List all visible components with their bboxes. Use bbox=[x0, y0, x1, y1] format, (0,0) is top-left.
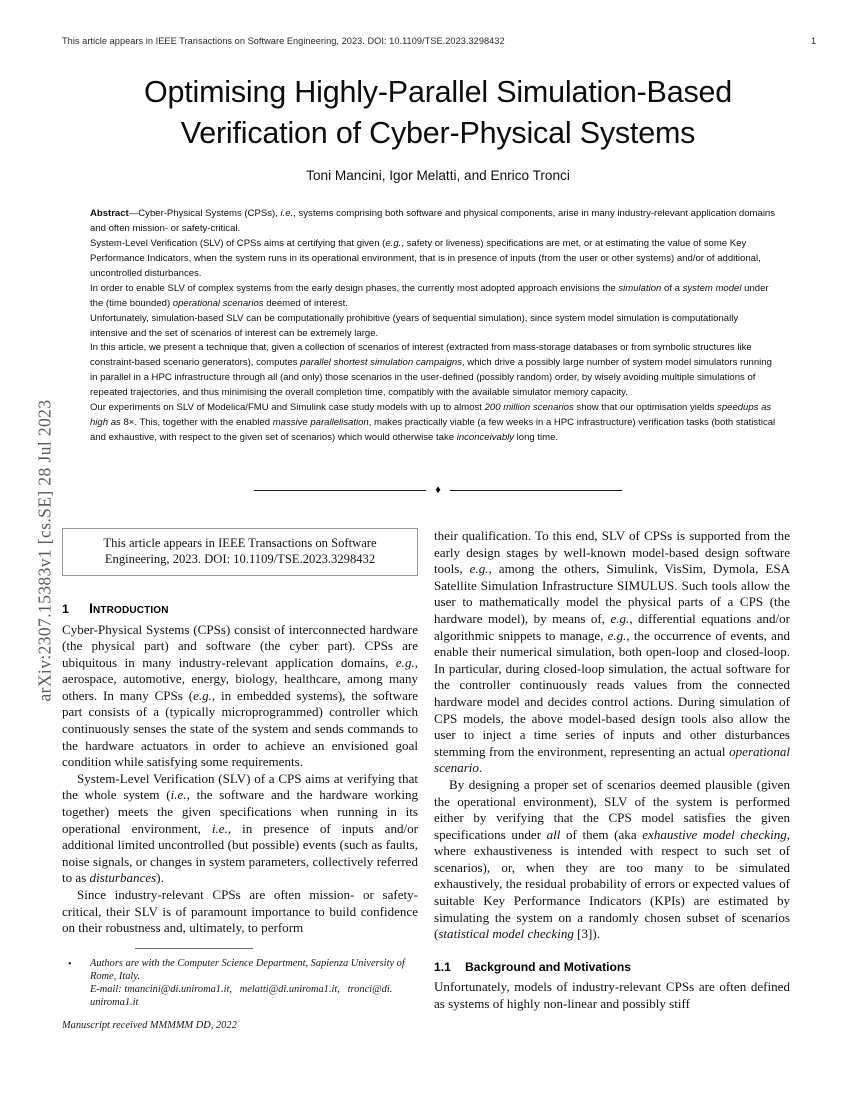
left-paragraph-2 bbox=[62, 771, 418, 887]
abstract-text: In order to enable SLV of complex systems from the early design phases, the currently most adopted approach envisions the bbox=[90, 282, 619, 294]
italic-statistical-model-checking: statistical model checking bbox=[438, 926, 574, 942]
body-text: [3]). bbox=[573, 926, 600, 942]
notice-line-2: Engineering, 2023. DOI: 10.1109/TSE.2023.3298432 bbox=[104, 552, 376, 567]
left-paragraph-1 bbox=[62, 622, 418, 771]
italic-eg: e.g. bbox=[193, 687, 212, 703]
abstract bbox=[90, 207, 776, 446]
right-paragraph-2 bbox=[434, 777, 790, 943]
body-text: , aerospace, automotive, energy, biology, healthcare, among many others. In many CPSs ( bbox=[62, 654, 418, 703]
italic-eg: e.g. bbox=[610, 610, 630, 626]
running-head bbox=[62, 36, 818, 46]
italic-eg: e.g. bbox=[469, 561, 489, 577]
abstract-text: Cyber-Physical Systems (CPSs), bbox=[138, 208, 281, 219]
body-text: of them (aka bbox=[560, 826, 643, 842]
abstract-text: In this article, we present a technique that, given a collection of scenarios of interest (extracted from mass-storage databases or from symbolic structures like constraint-based scenario generators), computes bbox=[90, 342, 752, 369]
abstract-italic-eg: e.g. bbox=[385, 237, 402, 249]
body-text: their qualification. To this end, SLV of CPSs is supported from the early design stages by well-known model-based design software tools, bbox=[434, 528, 790, 577]
email-addresses: tmancini@di.uniroma1.it, melatti@di.uniroma1.it, tronci@di. uniroma1.it bbox=[90, 983, 395, 1008]
page-title bbox=[88, 72, 788, 153]
abstract-italic-ie: i.e. bbox=[280, 208, 294, 219]
footnote-affiliation: Authors are with the Computer Science Department, Sapienza University of Rome, Italy. bbox=[90, 958, 408, 982]
body-text: ). bbox=[156, 870, 164, 886]
abstract-italic-system-model: system model bbox=[682, 282, 742, 294]
abstract-paragraph-6 bbox=[90, 401, 776, 446]
abstract-paragraph-3 bbox=[90, 282, 776, 312]
abstract-italic-operational-scenarios: operational scenarios bbox=[172, 297, 264, 309]
body-text: , in embedded systems), the software part consists of a (typically microprogrammed) controller which continuously senses the state of the system and sends commands to the hardware actuators in order to achieve an envisioned goal condition while satisfying some requirements. bbox=[62, 687, 418, 770]
footnote-email-line bbox=[90, 984, 418, 1010]
abstract-italic-scenarios-count: 200 million scenarios bbox=[484, 402, 574, 414]
abstract-paragraph-4: Unfortunately, simulation-based SLV can be computationally prohibitive (years of sequential simulation), since system model simulation is computationally intensive and the set of scenarios of interest can be extremely large. bbox=[90, 312, 739, 339]
abstract-italic-simulation: simulation bbox=[618, 282, 662, 294]
abstract-italic-campaigns: parallel shortest simulation campaigns bbox=[300, 357, 462, 369]
abstract-text: , makes practically viable (a few weeks in a HPC infrastructure) verification tasks (both statistical and exhaustive, with respect to the given set of scenarios) which would otherwise take bbox=[90, 417, 776, 444]
italic-disturbances: disturbances bbox=[89, 870, 157, 886]
abstract-text: , safety or liveness) specifications are met, or at estimating the value of some Key Performance Indicators, when the system runs in its operational environment, that is in presence of inputs (from the user or other systems) and/or of additional, uncontrolled disturbances. bbox=[90, 237, 761, 279]
abstract-label: Abstract bbox=[90, 208, 129, 219]
italic-exhaustive-model-checking: exhaustive model checking bbox=[642, 826, 787, 842]
footnote-area bbox=[62, 948, 418, 1033]
email-label: E-mail: bbox=[90, 983, 122, 995]
body-text: , the software and the hardware working together) meets the given specifications when running in its operational environment, bbox=[62, 787, 418, 836]
abstract-italic-speedups: speedups as high as bbox=[90, 402, 772, 429]
body-text: , where exhaustiveness is intended with respect to such set of scenarios), or, when they are too many to be simulated exhaustively, the residual probability of errors or expected values of suitable Key Performance Indicators (KPIs) are estimated by simulating the system on a randomly chosen subset of scenarios ( bbox=[434, 826, 791, 942]
abstract-text: show that our optimisation yields bbox=[573, 402, 718, 414]
notice-line-1: This article appears in IEEE Transactions on Software bbox=[103, 536, 377, 550]
body-text: , differential equations and/or algorithmic snippets to manage, bbox=[434, 610, 790, 643]
body-text: By designing a proper set of scenarios deemed plausible (given the operational environment), SLV of the system is performed either by verifying that the CPS model satisfies the given specifications under bbox=[434, 776, 790, 842]
body-text: , among the others, Simulink, VisSim, Dymola, ESA Satellite Simulation Infrastructure SIMULUS. Such tools allow the user to mathematically model the physical parts of a CPS (the hardware model), by means of, bbox=[434, 561, 790, 626]
subsection-number: 1.1 bbox=[434, 959, 451, 974]
body-text: System-Level Verification (SLV) of a CPS aims at verifying that the whole system ( bbox=[62, 770, 418, 803]
page-number: 1 bbox=[810, 36, 816, 46]
title-line-1: Optimising Highly-Parallel Simulation-Based bbox=[143, 75, 733, 109]
abstract-paragraph-5 bbox=[90, 341, 776, 401]
abstract-text: Our experiments on SLV of Modelica/FMU and Simulink case study models with up to almost bbox=[90, 402, 485, 414]
italic-all: all bbox=[546, 826, 561, 842]
right-column bbox=[434, 528, 790, 1012]
section-divider-ornament bbox=[254, 485, 622, 496]
body-text: , in presence of inputs and/or additional limited uncontrolled (but possible) events (such as faults, noise signals, or changes in system parameters, collectively referred to as bbox=[62, 820, 418, 886]
italic-eg: e.g. bbox=[395, 654, 415, 670]
body-text: . bbox=[478, 760, 483, 776]
bullet-icon: • bbox=[68, 959, 72, 970]
publication-notice-box bbox=[62, 528, 418, 576]
section-heading-introduction bbox=[62, 600, 418, 618]
italic-operational-scenario: operational scenario bbox=[434, 743, 790, 776]
abstract-text: of a bbox=[661, 282, 683, 294]
italic-ie: i.e. bbox=[170, 787, 187, 803]
right-paragraph-3: Unfortunately, models of industry-relevant CPSs are often defined as systems of highly non-linear and possibly stiff bbox=[434, 979, 790, 1011]
abstract-text: , which drive a possibly large number of system model simulators running in parallel in a HPC infrastructure through all (and only) those scenarios in the user-defined (possibly random) order, by wisely avoiding multiple simulations of repeated trajectories, and thus minimising the overall completion time, compatibly with the available simulator memory capacity. bbox=[90, 357, 772, 399]
author-list: Toni Mancini, Igor Melatti, and Enrico Tronci bbox=[306, 168, 570, 183]
footnote-separator-rule bbox=[135, 948, 253, 949]
paper-page bbox=[58, 0, 818, 1100]
body-text: Cyber-Physical Systems (CPSs) consist of interconnected hardware (the physical part) and software (the cyber part). CPSs are ubiquitous in many industry-relevant application domains, bbox=[62, 621, 418, 670]
section-title: Introduction bbox=[89, 599, 169, 616]
diamond-icon: ♦ bbox=[435, 484, 441, 496]
subsection-heading-background bbox=[434, 960, 790, 975]
italic-ie: i.e. bbox=[211, 820, 228, 836]
arxiv-identifier-stamp: arXiv:2307.15383v1 [cs.SE] 28 Jul 2023 bbox=[34, 399, 55, 702]
abstract-italic-inconceivably: inconceivably bbox=[456, 432, 515, 444]
left-paragraph-3: Since industry-relevant CPSs are often mission- or safety-critical, their SLV is of paramount importance to build confidence on their robustness and, ultimately, to perform bbox=[62, 887, 418, 936]
abstract-italic-parallelisation: massive parallelisation bbox=[272, 417, 369, 429]
divider-rule-right bbox=[450, 490, 622, 491]
abstract-text: long time. bbox=[514, 432, 559, 444]
abstract-paragraph-2 bbox=[90, 237, 776, 282]
footnote-authors bbox=[62, 958, 418, 1009]
section-number: 1 bbox=[62, 601, 69, 616]
abstract-dash: — bbox=[128, 208, 139, 219]
right-paragraph-1 bbox=[434, 528, 790, 777]
title-line-2: Verification of Cyber-Physical Systems bbox=[180, 115, 696, 150]
running-head-citation: This article appears in IEEE Transactions on Software Engineering, 2023. DOI: 10.1109/TSE.2023.3298432 bbox=[62, 36, 505, 46]
abstract-text: 8×. This, together with the enabled bbox=[120, 417, 273, 429]
abstract-text: System-Level Verification (SLV) of CPSs aims at certifying that given ( bbox=[90, 237, 386, 249]
italic-eg: e.g. bbox=[607, 627, 627, 643]
manuscript-received-note: Manuscript received MMMMM DD, 2022 bbox=[62, 1020, 237, 1032]
left-column bbox=[62, 528, 418, 937]
body-text: , the occurrence of events, and enable their numerical simulation, both open-loop and closed-loop. In particular, during closed-loop simulation, the actual software for the controller continuously reads values from the connected hardware model and decides control actions. During simulation of CPS models, the above model-based design tools also allow the user to inject a time series of inputs and other disturbances stemming from the environment, representing an actual bbox=[434, 627, 790, 759]
divider-rule-left bbox=[254, 490, 426, 491]
abstract-text: , systems comprising both software and physical components, arise in many industry-relevant application domains and often mission- or safety-critical. bbox=[90, 208, 776, 234]
subsection-title: Background and Motivations bbox=[465, 959, 631, 974]
abstract-paragraph-1 bbox=[90, 207, 776, 237]
abstract-text: deemed of interest. bbox=[263, 297, 348, 309]
abstract-text: under the (time bounded) bbox=[90, 282, 769, 309]
footnote-body bbox=[90, 958, 418, 1009]
